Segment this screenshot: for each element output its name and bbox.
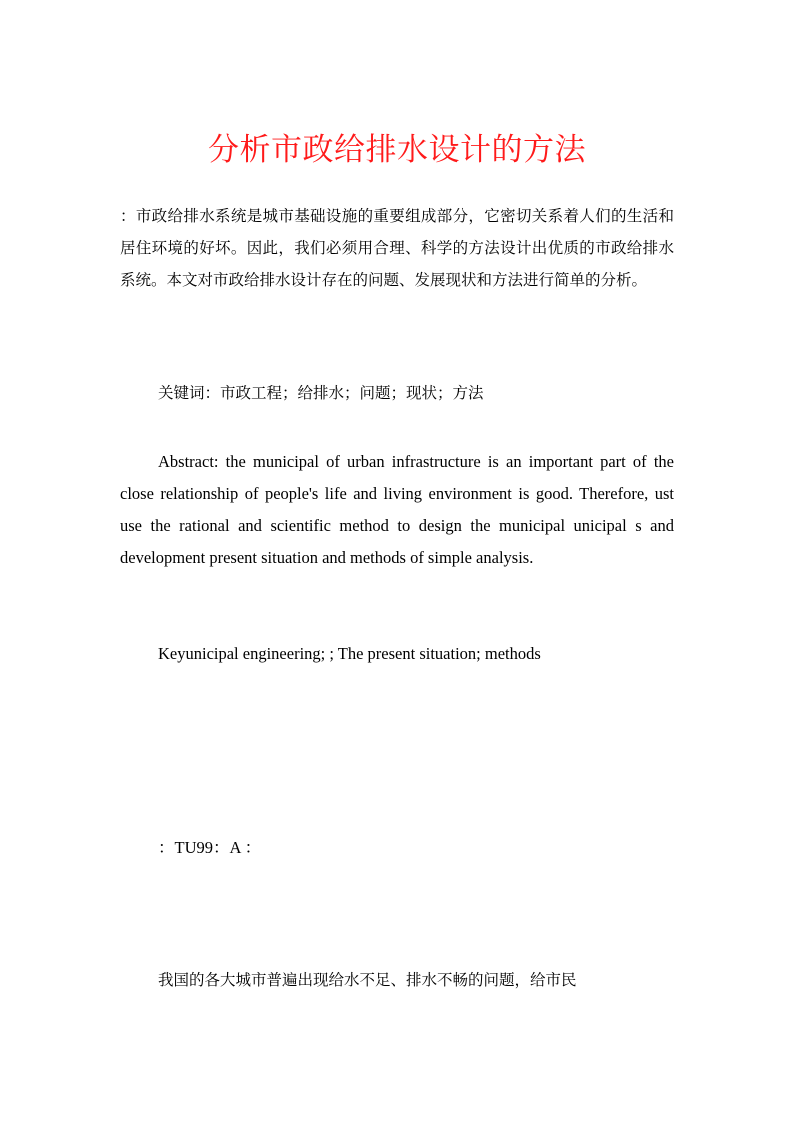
abstract-zh: ：市政给排水系统是城市基础设施的重要组成部分，它密切关系着人们的生活和居住环境的好坏。因此，我们必须用合理、科学的方法设计出优质的市政给排水系统。本文对市政给排水设计存在的问题、发展现状和方法进行简单的分析。 bbox=[120, 207, 674, 289]
keywords-zh: 关键词：市政工程；给排水；问题；现状；方法 bbox=[158, 384, 484, 402]
document-title: 分析市政给排水设计的方法 bbox=[208, 132, 586, 168]
abstract-en: Abstract: the municipal of urban infrastructure is an important part of the close relationship of people's life and living environment is good. Therefore, ust use the rational and scientific method to design the municipal unicipal s and development present situation and methods of simple analysis. bbox=[120, 452, 674, 567]
body-paragraph: 我国的各大城市普遍出现给水不足、排水不畅的问题，给市民 bbox=[158, 971, 577, 989]
keywords-en: Keyunicipal engineering; ; The present situation; methods bbox=[158, 644, 541, 663]
classification-code: ：TU99：A ： bbox=[158, 838, 262, 857]
